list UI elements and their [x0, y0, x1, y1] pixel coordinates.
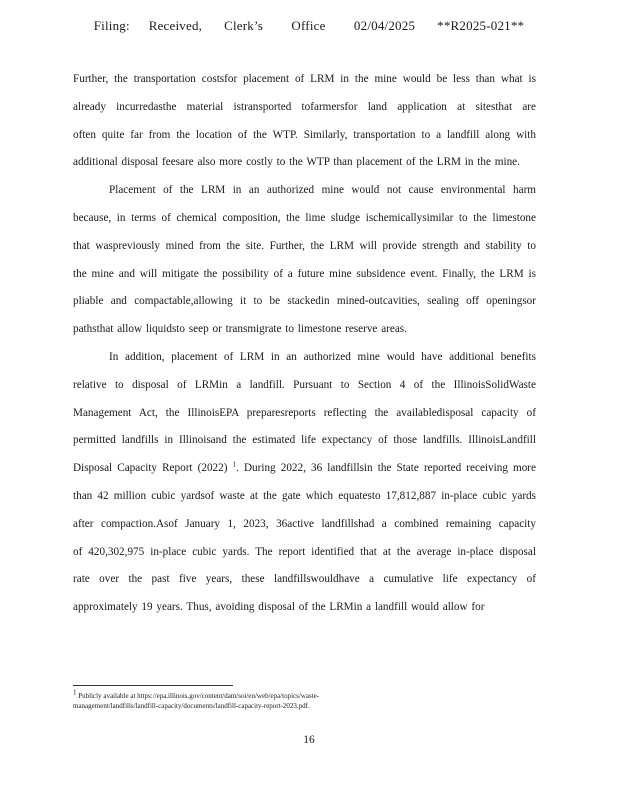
docket-number: **R2025-021** — [437, 18, 525, 33]
text-line: Placement of the LRM in an authorized mine would not cause environmental harm — [109, 184, 536, 197]
clerk-office-date: Clerk’s Office 02/04/2025 — [224, 18, 416, 33]
text-line: that waspreviously mined from the site. Further, the LRM will provide strength and stability to — [73, 239, 536, 252]
text-line: relative to disposal of LRMin a landfill. Pursuant to Section 4 of the IllinoisSolidWaste — [73, 378, 536, 391]
text-line: permitted landfills in Illinoisand the estimated life expectancy of those landfills. IllinoisLandfill — [73, 434, 536, 447]
text-line: pathsthat allow liquidsto seep or transmigrate to limestone reserve areas. — [73, 323, 407, 336]
text-line: In addition, placement of LRM in an authorized mine would have additional benefits — [109, 350, 536, 363]
text-line: Further, the transportation costsfor placement of LRM in the mine would be less than what is — [73, 73, 536, 85]
text-line: Management Act, the IllinoisEPA preparesreports reflecting the availabledisposal capacity of — [73, 406, 536, 419]
text-line: because, in terms of chemical composition, the lime sludge ischemicallysimilar to the limestone — [73, 211, 536, 224]
page-number: 16 — [303, 734, 315, 746]
text-line: pliable and compactable,allowing it to be stackedin mined-outcavities, sealing off openingsor — [73, 295, 536, 308]
text-segment: Disposal Capacity Report (2022) — [73, 462, 228, 475]
text-segment: . During 2022, 36 landfillsin the State reported receiving more — [236, 462, 536, 475]
body-text — [73, 70, 536, 626]
footnote-line — [73, 688, 403, 701]
text-line: often quite far from the location of the WTP. Similarly, transportation to a landfill along with — [73, 128, 536, 141]
footnote — [73, 688, 403, 711]
text-line: of 420,302,975 in-place cubic yards. The report identified that at the average in-place disposal — [73, 545, 536, 558]
text-line: already incurredasthe material istransported tofarmersfor land application at sitesthat are — [73, 100, 536, 113]
text-line: approximately 19 years. Thus, avoiding disposal of the LRMin a landfill would allow for — [73, 601, 485, 614]
text-line: after compaction.Asof January 1, 2023, 36active landfillshad a combined remaining capacity — [73, 517, 536, 530]
text-line: than 42 million cubic yardsof waste at the gate which equatesto 17,812,887 in-place cubic yards — [73, 489, 536, 502]
footnote-marker: 1 — [73, 688, 77, 697]
footnote-divider — [73, 685, 233, 686]
text-line: additional disposal feesare also more costly to the WTP than placement of the LRM in the mine. — [73, 156, 520, 169]
text-line: the mine and will mitigate the possibility of a future mine subsidence event. Finally, the LRM is — [73, 267, 536, 280]
footnote-text: Publicly available at https://epa.illinois.gov/content/dam/soi/en/web/epa/topics/waste- — [78, 692, 320, 700]
text-line: rate over the past five years, these landfillswouldhave a cumulative life expectancy of — [73, 573, 536, 586]
footnote-reference: 1 — [232, 460, 237, 469]
filing-status: Filing: Received, — [93, 18, 203, 33]
filing-header — [0, 18, 618, 34]
text-line-with-footnote — [73, 459, 536, 487]
footnote-line: management/landfills/landfill-capacity/documents/landfill-capacity-report-2023.pdf. — [73, 702, 310, 710]
